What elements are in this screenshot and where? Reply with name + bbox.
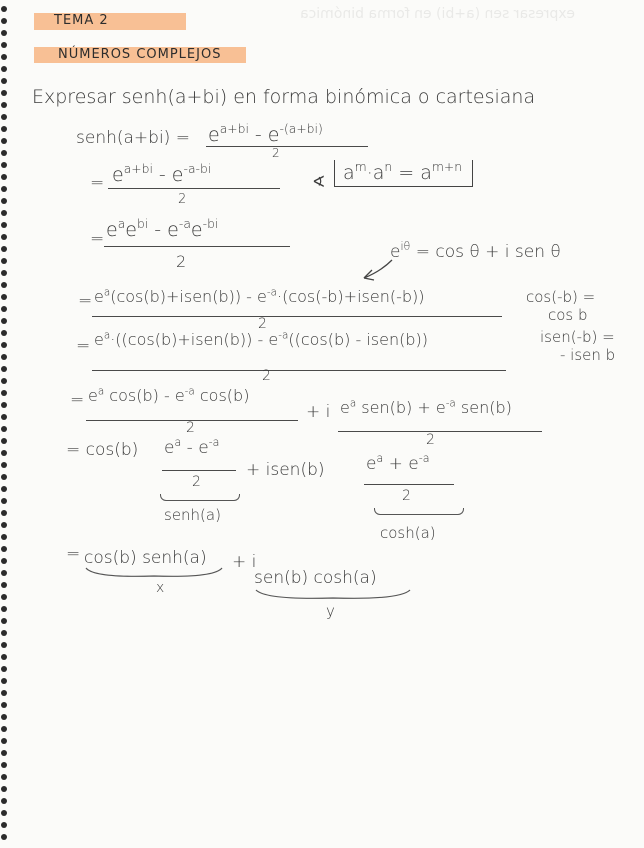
binding-hole (1, 318, 7, 324)
binding-hole (1, 702, 7, 708)
step7-fraction1-denominator: 2 (192, 474, 201, 490)
step5-eq: = (76, 336, 91, 356)
binding-hole (1, 174, 7, 180)
binding-hole (1, 486, 7, 492)
step7-fraction1-bar (162, 470, 236, 471)
binding-hole (1, 90, 7, 96)
binding-hole (1, 570, 7, 576)
binding-hole (1, 306, 7, 312)
tema-label: TEMA 2 (54, 13, 109, 28)
binding-hole (1, 450, 7, 456)
binding-hole (1, 186, 7, 192)
binding-hole (1, 654, 7, 660)
step8-real-part: cos(b) senh(a) (84, 548, 207, 568)
step8-imag-part: sen(b) cosh(a) (254, 568, 377, 588)
step8-label-x: x (156, 580, 165, 596)
binding-hole (1, 126, 7, 132)
binding-hole (1, 798, 7, 804)
step2-exponent-rule-box: $a^m\cdot a^n = a^{m+n}$ (334, 160, 473, 187)
binding-hole (1, 162, 7, 168)
step8-label-y: y (326, 602, 335, 620)
binding-hole (1, 270, 7, 276)
binding-hole (1, 558, 7, 564)
binding-hole (1, 822, 7, 828)
binding-hole (1, 630, 7, 636)
binding-hole (1, 114, 7, 120)
step4-fraction-bar (92, 316, 502, 317)
binding-hole (1, 618, 7, 624)
step7-fraction2-bar (364, 484, 454, 485)
binding-hole (1, 294, 7, 300)
binding-hole (1, 762, 7, 768)
binding-hole (1, 66, 7, 72)
step6-denominator-1: 2 (186, 420, 195, 436)
step7-fraction2-denominator: 2 (402, 488, 411, 504)
step1-lhs: senh(a+bi) = (76, 128, 190, 148)
binding-hole (1, 222, 7, 228)
step6-fraction-bar-2 (338, 431, 542, 432)
step5-denominator: 2 (262, 368, 271, 384)
binding-hole (1, 606, 7, 612)
step7-eq-cos: = cos(b) (66, 440, 139, 460)
binding-hole (1, 42, 7, 48)
binding-hole (1, 378, 7, 384)
side-note-cos-neg: cos(-b) = (526, 288, 596, 306)
binding-hole (1, 810, 7, 816)
binding-hole (1, 666, 7, 672)
binding-hole (1, 210, 7, 216)
step6-plus-i: + i (306, 402, 331, 422)
step1-numerator: $e^{a+bi} - e^{-(a+bi)}$ (208, 121, 323, 146)
binding-hole (1, 354, 7, 360)
topic-label: NÚMEROS COMPLEJOS (58, 47, 222, 62)
step2-denominator: 2 (178, 192, 187, 207)
binding-hole (1, 6, 7, 12)
binding-hole (1, 786, 7, 792)
binding-hole (1, 282, 7, 288)
binding-hole (1, 774, 7, 780)
step2-numerator: $e^{a+bi} - e^{-a-bi}$ (112, 161, 212, 186)
binding-hole (1, 834, 7, 840)
binding-hole (1, 102, 7, 108)
binding-hole (1, 402, 7, 408)
step6-denominator-2: 2 (426, 432, 435, 448)
binding-hole (1, 366, 7, 372)
step3-denominator: 2 (176, 252, 187, 271)
step7-brace-2 (374, 508, 464, 515)
binding-hole (1, 714, 7, 720)
step3-numerator: $e^ae^{bi} - e^{-a}e^{-bi}$ (106, 216, 219, 241)
step4-denominator: 2 (258, 316, 267, 332)
step7-label-cosh: cosh(a) (380, 524, 436, 542)
step7-brace-1 (160, 494, 240, 501)
binding-hole (1, 522, 7, 528)
step8-underbrace-x (84, 566, 224, 582)
binding-hole (1, 150, 7, 156)
step8-plus-i: + i (232, 552, 257, 572)
binding-hole (1, 246, 7, 252)
binding-hole (1, 258, 7, 264)
binding-hole (1, 498, 7, 504)
step5-fraction-bar (92, 370, 506, 371)
step3-eq: = (90, 229, 105, 249)
binding-hole (1, 546, 7, 552)
step4-eq: = (78, 291, 93, 311)
step7-fraction1-numerator: $e^a - e^{-a}$ (164, 435, 220, 458)
step6-eq: = (70, 390, 85, 410)
binding-hole (1, 78, 7, 84)
problem-title: Expresar senh(a+bi) en forma binómica o cartesiana (32, 86, 536, 108)
side-note-cos-b: cos b (548, 306, 588, 324)
binding-hole (1, 750, 7, 756)
step5-numerator: $e^a\cdot((\cos(b)+isen(b)) - e^{-a}((\cos(b)$ - isen(b)) (94, 329, 428, 349)
binding-hole (1, 30, 7, 36)
step7-plus-isen: + isen(b) (246, 460, 325, 480)
binding-hole (1, 510, 7, 516)
step2-eq: = (90, 173, 105, 193)
binding-hole (1, 738, 7, 744)
binding-hole (1, 330, 7, 336)
euler-formula: $e^{i\theta} = \cos \theta + i$ sen θ (390, 239, 561, 262)
binding-hole (1, 426, 7, 432)
binding-hole (1, 390, 7, 396)
binding-hole (1, 342, 7, 348)
binding-hole (1, 234, 7, 240)
binding-hole (1, 642, 7, 648)
binding-hole (1, 198, 7, 204)
step8-eq: = (66, 544, 81, 564)
binding-hole (1, 462, 7, 468)
binding-hole (1, 726, 7, 732)
step7-label-senh: senh(a) (164, 506, 221, 524)
binding-hole (1, 594, 7, 600)
step2-fraction-bar (108, 188, 280, 189)
binding-hole (1, 414, 7, 420)
binding-hole (1, 678, 7, 684)
step6-numerator-2: $e^a$ $sen(b) + e^{-a}$ sen(b) (340, 397, 512, 417)
step4-numerator: $e^a(\cos(b)+isen(b))$ - $e^{-a}\cdot(\cos(-b)+isen(-b))$ (94, 286, 425, 306)
step2-hint-symbol: ∢ (312, 172, 326, 191)
step7-fraction2-numerator: $e^a + e^{-a}$ (366, 451, 430, 474)
step6-numerator-1: $e^a$ $\cos(b) - e^{-a}$ cos(b) (88, 385, 250, 405)
bleed-through-text: expresar sen (a+bi) en forma binómica (300, 6, 575, 22)
side-note-sen-b: - isen b (560, 346, 616, 364)
step1-denominator: 2 (272, 146, 280, 160)
step1-fraction-bar (206, 146, 368, 147)
binding-hole (1, 582, 7, 588)
binding-hole (1, 534, 7, 540)
euler-arrow-icon (356, 258, 396, 284)
binding-hole (1, 54, 7, 60)
binding-hole (1, 690, 7, 696)
binding-hole (1, 474, 7, 480)
binding-hole (1, 138, 7, 144)
binding-hole (1, 18, 7, 24)
binding-hole (1, 438, 7, 444)
step3-fraction-bar (104, 246, 290, 247)
side-note-sen-neg: isen(-b) = (540, 328, 615, 346)
spiral-binding (0, 0, 10, 848)
